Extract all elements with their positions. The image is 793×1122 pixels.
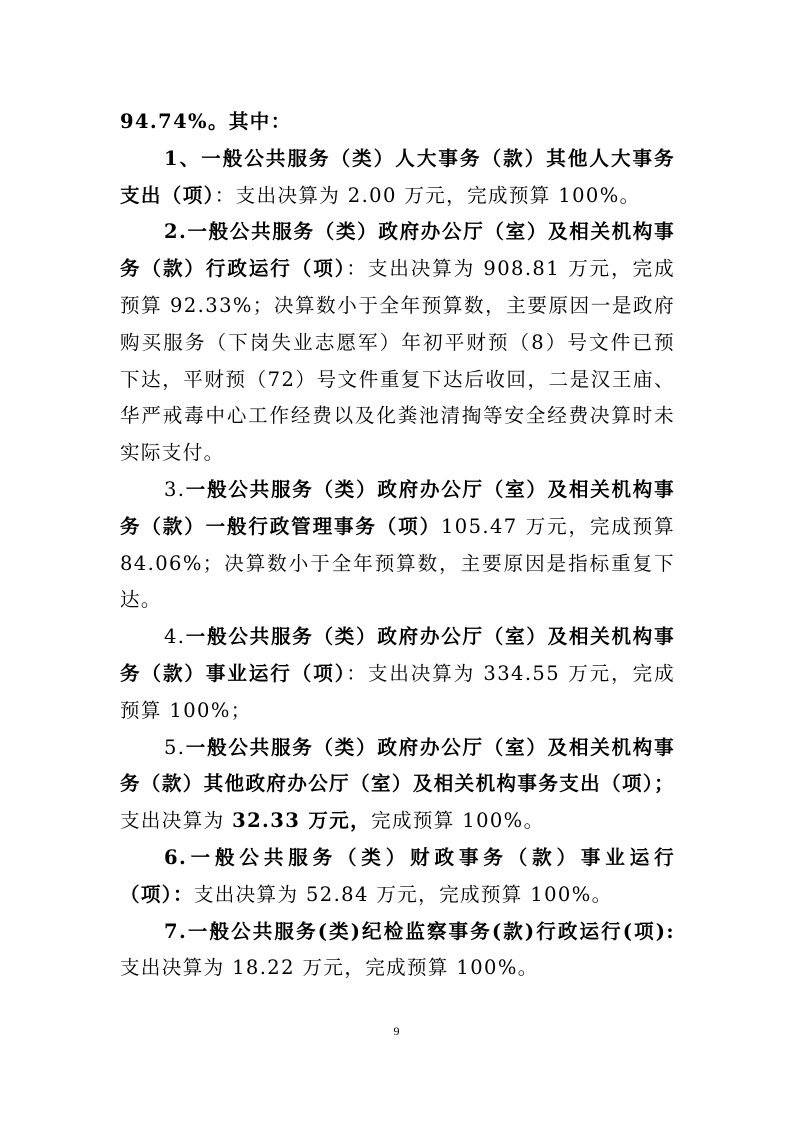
item-heading: 1、一般公共服务（类）人大事务（款）其他人大事务支出（项） (120, 146, 675, 207)
paragraph-item-1 (120, 141, 675, 215)
item-detail-end: 完成预算 100%。 (371, 809, 545, 833)
item-heading: 2.一般公共服务（类）政府办公厅（室）及相关机构事务（款）行政运行（项） (120, 220, 675, 281)
item-amount: 32.33 万元， (232, 809, 372, 833)
paragraph-item-4 (120, 619, 675, 729)
item-heading: 6.一般公共服务（类）财政事务（款）事业运行（项）： (120, 845, 675, 906)
item-detail: 105.47 万元，完成预算 84.06%；决算数小于全年预算数，主要原因是指标重复下达。 (120, 514, 675, 612)
item-detail: 支出决算为 18.22 万元，完成预算 100%。 (120, 956, 539, 980)
paragraph-item-3 (120, 472, 675, 619)
item-number: 4. (164, 625, 186, 649)
paragraph-item-2 (120, 214, 675, 472)
text-run: 94.74%。其中： (120, 110, 292, 133)
item-heading: 7.一般公共服务(类)纪检监察事务(款)行政运行(项): (164, 919, 675, 943)
paragraph-item-5 (120, 730, 675, 840)
item-heading: 一般公共服务（类）政府办公厅（室）及相关机构事务（款）一般行政管理事务（项） (120, 477, 675, 538)
item-detail: 支出决算为 52.84 万元，完成预算 100%。 (193, 882, 613, 906)
body-text (120, 104, 675, 987)
item-detail: ：支出决算为 334.55 万元，完成预算 100%； (120, 661, 675, 722)
item-detail: ：支出决算为 2.00 万元，完成预算 100%。 (214, 183, 641, 207)
paragraph-item-6 (120, 840, 675, 914)
item-number: 5. (164, 735, 186, 759)
page-number: 9 (393, 1024, 400, 1038)
paragraph-intro (120, 104, 675, 141)
item-number: 3. (164, 477, 186, 501)
item-detail: ：支出决算为 908.81 万元，完成预算 92.33%；决算数小于全年预算数，主要原因一是政府购买服务（下岗失业志愿军）年初平财预（8）号文件已预下达，平财预（72）号文件重复下达后收回，二是汉王庙、华严戒毒中心工作经费以及化粪池清掏等安全经费决算时未实际支付。 (120, 257, 675, 465)
paragraph-item-7 (120, 914, 675, 988)
item-heading: 一般公共服务（类）政府办公厅（室）及相关机构事务（款）其他政府办公厅（室）及相关机构事务支出（项）； (120, 735, 675, 796)
item-detail: 支出决算为 (120, 809, 233, 833)
item-heading: 一般公共服务（类）政府办公厅（室）及相关机构事务（款）事业运行（项） (120, 625, 675, 685)
